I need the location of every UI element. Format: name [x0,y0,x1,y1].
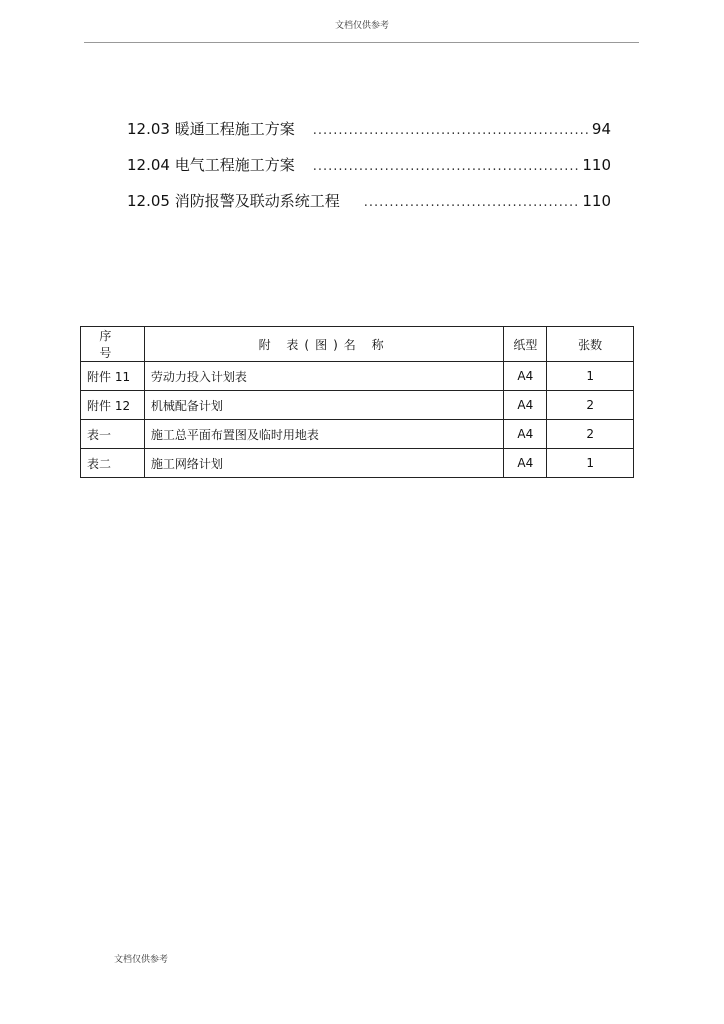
cell-paper: A4 [504,449,547,478]
appendix-table [80,326,634,478]
cell-name: 机械配备计划 [144,391,503,420]
cell-count: 2 [547,420,634,449]
header-no: 序 号 [81,327,145,362]
toc-entry-page: 110 [582,156,611,174]
toc-entry-label: 12.05 消防报警及联动系统工程 [127,192,340,210]
toc-entry[interactable] [127,118,611,154]
cell-paper: A4 [504,362,547,391]
table-row [81,391,634,420]
cell-name: 施工网络计划 [144,449,503,478]
toc-leader-dots [313,123,588,138]
cell-count: 2 [547,391,634,420]
cell-name: 施工总平面布置图及临时用地表 [144,420,503,449]
table-header-row [81,327,634,362]
table-of-contents [127,118,611,226]
toc-leader-dots [364,195,579,210]
toc-entry-page: 110 [582,192,611,210]
cell-no: 附件 11 [81,362,145,391]
cell-no: 附件 12 [81,391,145,420]
header-divider [84,42,639,43]
cell-no: 表一 [81,420,145,449]
toc-entry-page: 94 [591,120,611,138]
cell-count: 1 [547,449,634,478]
toc-entry-label: 12.04 电气工程施工方案 [127,156,295,174]
toc-entry[interactable] [127,154,611,190]
table-row [81,449,634,478]
toc-leader-dots [313,159,579,174]
table-row [81,362,634,391]
cell-name: 劳动力投入计划表 [144,362,503,391]
header-count: 张数 [547,327,634,362]
header-paper: 纸型 [504,327,547,362]
table-row [81,420,634,449]
page-footer: 文档仅供参考 [114,955,169,965]
cell-count: 1 [547,362,634,391]
header-name: 附 表(图)名 称 [144,327,503,362]
toc-entry-label: 12.03 暖通工程施工方案 [127,120,295,138]
page-header: 文档仅供参考 [334,21,389,31]
cell-paper: A4 [504,391,547,420]
toc-entry[interactable] [127,190,611,226]
cell-paper: A4 [504,420,547,449]
cell-no: 表二 [81,449,145,478]
